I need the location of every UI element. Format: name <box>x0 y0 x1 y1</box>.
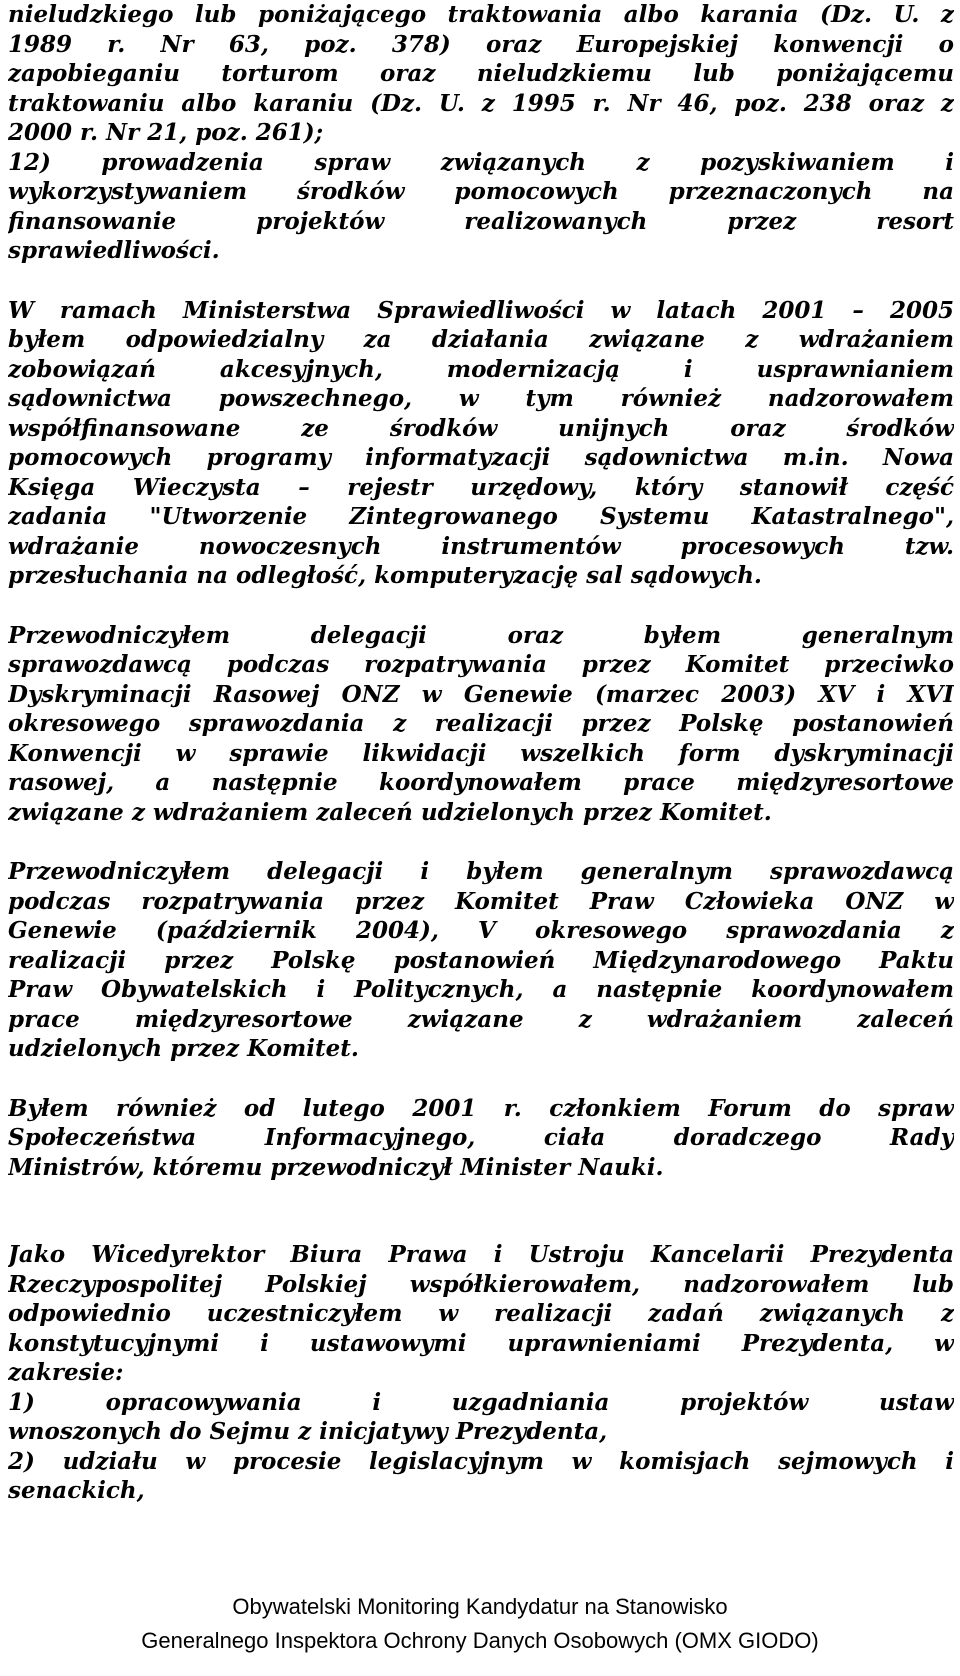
paragraph-information-society-forum <box>8 1094 954 1183</box>
text-line: zobowiązań akcesyjnych, modernizacją i usprawnianiem <box>8 355 954 383</box>
paragraph-ministry-of-justice <box>8 296 954 591</box>
text-line: Praw Obywatelskich i Politycznych, a następnie koordynowałem <box>8 976 954 1003</box>
text-line: 2) udziału w procesie legislacyjnym w komisjach sejmowych i <box>8 1447 954 1475</box>
text-line: Przewodniczyłem delegacji oraz byłem generalnym <box>8 621 954 649</box>
text-line: wykorzystywaniem środków pomocowych przeznaczonych na <box>8 178 954 205</box>
paragraph-presidential-chancellery <box>8 1240 954 1506</box>
text-line: przesłuchania na odległość, komputeryzację sal sądowych. <box>8 562 762 589</box>
text-line: pomocowych programy informatyzacji sądownictwa m.in. Nowa <box>8 444 954 471</box>
text-line: sprawiedliwości. <box>8 237 220 264</box>
paragraph-human-rights-committee-delegation <box>8 857 954 1064</box>
paragraph-cerd-delegation <box>8 621 954 828</box>
text-line: senackich, <box>8 1477 145 1504</box>
text-line: wdrażanie nowoczesnych instrumentów procesowych tzw. <box>8 532 954 560</box>
text-line: 12) prowadzenia spraw związanych z pozyskiwaniem i <box>8 148 954 176</box>
text-line: Byłem również od lutego 2001 r. członkiem Forum do spraw <box>8 1094 954 1122</box>
footer-line-2: Generalnego Inspektora Ochrony Danych Osobowych (OMX GIODO) <box>141 1628 819 1653</box>
text-line: odpowiednio uczestniczyłem w realizacji zadań związanych z <box>8 1300 954 1327</box>
paragraph-treaties-and-tasks <box>8 0 954 266</box>
text-line: zadania "Utworzenie Zintegrowanego Systemu Katastralnego", <box>8 503 954 530</box>
text-line: traktowaniu albo karaniu (Dz. U. z 1995 r. Nr 46, poz. 238 oraz z <box>8 89 954 117</box>
text-line: Jako Wicedyrektor Biura Prawa i Ustroju Kancelarii Prezydenta <box>8 1241 954 1268</box>
page-footer <box>0 1590 960 1658</box>
text-line: W ramach Ministerstwa Sprawiedliwości w latach 2001 – 2005 <box>8 296 954 324</box>
text-line: Księga Wieczysta – rejestr urzędowy, który stanowił część <box>8 473 954 501</box>
text-line: nieludzkiego lub poniżającego traktowania albo karania (Dz. U. z <box>8 1 954 28</box>
document-body <box>8 0 954 1506</box>
text-line: okresowego sprawozdania z realizacji przez Polskę postanowień <box>8 710 954 737</box>
text-line: 1989 r. Nr 63, poz. 378) oraz Europejskiej konwencji o <box>8 30 954 58</box>
text-line: finansowanie projektów realizowanych przez resort <box>8 207 954 235</box>
text-line: Przewodniczyłem delegacji i byłem generalnym sprawozdawcą <box>8 858 954 885</box>
text-line: rasowej, a następnie koordynowałem prace międzyresortowe <box>8 769 954 796</box>
footer-line-1: Obywatelski Monitoring Kandydatur na Stanowisko <box>232 1594 728 1619</box>
text-line: realizacji przez Polskę postanowień Międzynarodowego Paktu <box>8 946 954 974</box>
text-line: byłem odpowiedzialny za działania związane z wdrażaniem <box>8 326 954 353</box>
text-line: zapobieganiu torturom oraz nieludzkiemu lub poniżającemu <box>8 60 954 87</box>
text-line: Genewie (październik 2004), V okresowego sprawozdania z <box>8 917 954 944</box>
text-line: współfinansowane ze środków unijnych oraz środków <box>8 414 954 442</box>
text-line: sprawozdawcą podczas rozpatrywania przez Komitet przeciwko <box>8 651 954 678</box>
text-line: konstytucyjnymi i ustawowymi uprawnieniami Prezydenta, w <box>8 1329 954 1357</box>
text-line: prace międzyresortowe związane z wdrażaniem zaleceń <box>8 1005 954 1033</box>
text-line: wnoszonych do Sejmu z inicjatywy Prezydenta, <box>8 1418 608 1445</box>
text-line: Konwencji w sprawie likwidacji wszelkich form dyskryminacji <box>8 739 954 767</box>
text-line: Dyskryminacji Rasowej ONZ w Genewie (marzec 2003) XV i XVI <box>8 680 954 708</box>
text-line: Społeczeństwa Informacyjnego, ciała doradczego Rady <box>8 1124 954 1151</box>
text-line: sądownictwa powszechnego, w tym również nadzorowałem <box>8 385 954 412</box>
text-line: związane z wdrażaniem zaleceń udzielonych przez Komitet. <box>8 798 772 826</box>
text-line: 2000 r. Nr 21, poz. 261); <box>8 119 324 146</box>
text-line: 1) opracowywania i uzgadniania projektów ustaw <box>8 1388 954 1416</box>
text-line: udzielonych przez Komitet. <box>8 1035 359 1062</box>
text-line: zakresie: <box>8 1359 124 1386</box>
text-line: podczas rozpatrywania przez Komitet Praw Człowieka ONZ w <box>8 887 954 915</box>
text-line: Ministrów, któremu przewodniczył Minister Nauki. <box>8 1153 664 1181</box>
text-line: Rzeczypospolitej Polskiej współkierowałem, nadzorowałem lub <box>8 1270 954 1298</box>
